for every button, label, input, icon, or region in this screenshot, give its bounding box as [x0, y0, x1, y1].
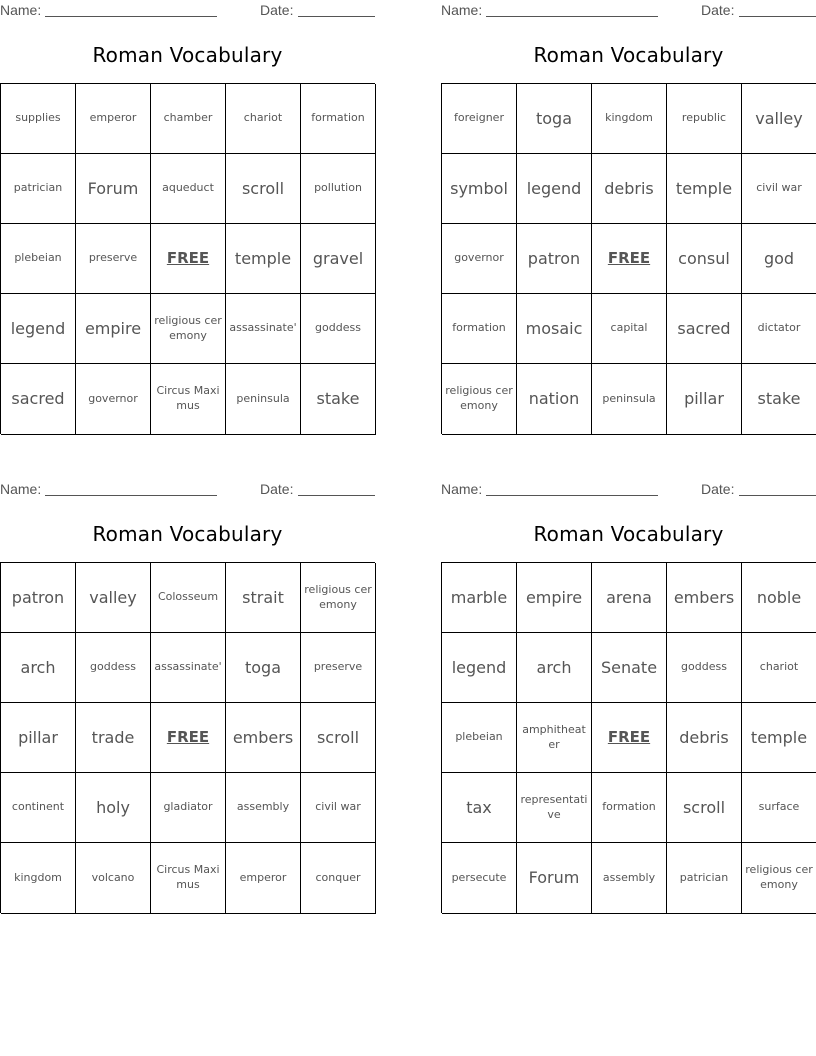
bingo-cell[interactable] — [151, 294, 226, 364]
bingo-cell[interactable] — [517, 703, 592, 773]
name-label: Name: — [441, 2, 483, 18]
bingo-cell[interactable] — [1, 563, 76, 633]
bingo-cell-word: chariot — [243, 111, 283, 125]
bingo-cell[interactable] — [301, 633, 376, 703]
bingo-cell-word: republic — [681, 111, 727, 125]
date-field-line[interactable] — [298, 16, 375, 17]
bingo-cell-word: emperor — [239, 870, 287, 884]
bingo-cell-word: legend — [526, 178, 582, 198]
bingo-cell-word: goddess — [90, 660, 136, 674]
bingo-cell[interactable] — [1, 154, 76, 224]
bingo-cell[interactable] — [592, 773, 667, 843]
bingo-cell[interactable] — [301, 224, 376, 294]
bingo-cell-word: gravel — [312, 248, 364, 268]
bingo-cell[interactable] — [301, 563, 376, 633]
bingo-cell-word: stake — [316, 389, 360, 409]
bingo-cell-word: valley — [89, 587, 137, 607]
bingo-cell[interactable] — [742, 364, 816, 435]
bingo-cell[interactable] — [151, 843, 226, 914]
bingo-cell[interactable] — [667, 364, 742, 435]
bingo-cell[interactable] — [442, 843, 517, 914]
bingo-cell[interactable] — [517, 294, 592, 364]
bingo-cell-word: civil war — [756, 181, 802, 195]
bingo-cell-word: nation — [528, 389, 580, 409]
bingo-cell[interactable] — [592, 633, 667, 703]
bingo-cell[interactable] — [742, 633, 816, 703]
bingo-cell-word: valley — [755, 108, 803, 128]
bingo-cell-word: marble — [450, 587, 508, 607]
bingo-cell[interactable] — [517, 84, 592, 154]
name-field-line[interactable] — [486, 16, 658, 17]
bingo-cell-word: Forum — [87, 178, 139, 198]
card-title: Roman Vocabulary — [533, 522, 724, 546]
name-date-row — [441, 2, 816, 20]
bingo-grid — [0, 562, 375, 913]
bingo-cell-word: debris — [679, 727, 729, 747]
bingo-cell[interactable] — [667, 563, 742, 633]
bingo-cell-word: arch — [20, 657, 56, 677]
bingo-cell[interactable] — [667, 224, 742, 294]
bingo-card-top-right — [441, 0, 816, 440]
bingo-cell-word: scroll — [316, 727, 360, 747]
bingo-cell-word: temple — [675, 178, 733, 198]
bingo-cell-word: goddess — [315, 321, 361, 335]
bingo-cell[interactable] — [742, 84, 816, 154]
bingo-cell[interactable] — [76, 703, 151, 773]
bingo-cell[interactable] — [742, 154, 816, 224]
bingo-cell-word: chariot — [759, 660, 799, 674]
card-title: Roman Vocabulary — [533, 43, 724, 67]
bingo-cell-word: debris — [604, 178, 654, 198]
bingo-cell-word: patron — [11, 587, 65, 607]
free-space-cell[interactable] — [592, 224, 667, 294]
name-field-line[interactable] — [486, 495, 658, 496]
bingo-cell[interactable] — [226, 84, 301, 154]
bingo-cell-word: peninsula — [236, 391, 290, 405]
bingo-cell[interactable] — [76, 843, 151, 914]
bingo-cell-word: legend — [451, 657, 507, 677]
bingo-cell[interactable] — [742, 773, 816, 843]
bingo-cell[interactable] — [151, 563, 226, 633]
bingo-cell-word: mosaic — [525, 318, 583, 338]
bingo-cell[interactable] — [1, 633, 76, 703]
bingo-cell[interactable] — [442, 84, 517, 154]
bingo-cell-word: scroll — [241, 178, 285, 198]
bingo-cell[interactable] — [442, 294, 517, 364]
bingo-cell[interactable] — [517, 224, 592, 294]
bingo-cell[interactable] — [301, 84, 376, 154]
bingo-cell-word: persecute — [451, 870, 507, 884]
bingo-cell-word: kingdom — [14, 870, 62, 884]
bingo-cell[interactable] — [151, 154, 226, 224]
bingo-cell-word: plebeian — [455, 730, 503, 744]
bingo-cell[interactable] — [742, 843, 816, 914]
bingo-cell[interactable] — [1, 843, 76, 914]
bingo-cell[interactable] — [442, 703, 517, 773]
name-label: Name: — [0, 481, 42, 497]
bingo-cell[interactable] — [301, 154, 376, 224]
bingo-cell-word: toga — [535, 108, 573, 128]
name-date-row — [441, 481, 816, 499]
bingo-cell[interactable] — [151, 364, 226, 435]
bingo-cell-word: chamber — [163, 111, 213, 125]
bingo-cell[interactable] — [1, 224, 76, 294]
bingo-cell[interactable] — [517, 773, 592, 843]
bingo-cell-word: plebeian — [14, 251, 62, 265]
bingo-cell[interactable] — [226, 294, 301, 364]
bingo-cell-word: dictator — [757, 321, 801, 335]
bingo-cell-word: scroll — [682, 797, 726, 817]
bingo-cell-word: foreigner — [454, 111, 504, 125]
bingo-cell[interactable] — [742, 294, 816, 364]
bingo-cell-word: volcano — [91, 870, 135, 884]
bingo-cell[interactable] — [1, 703, 76, 773]
bingo-cell[interactable] — [742, 563, 816, 633]
bingo-cell-word: aqueduct — [162, 181, 214, 195]
bingo-cell-word: governor — [88, 391, 138, 405]
bingo-card-top-left — [0, 0, 375, 440]
bingo-cell[interactable] — [301, 703, 376, 773]
bingo-cell[interactable] — [76, 364, 151, 435]
bingo-cell[interactable] — [592, 364, 667, 435]
bingo-cell[interactable] — [667, 843, 742, 914]
bingo-cell[interactable] — [517, 633, 592, 703]
bingo-cell-word: noble — [756, 587, 802, 607]
bingo-cell[interactable] — [226, 773, 301, 843]
bingo-cell-word: Circus Maximus — [156, 863, 220, 891]
bingo-cell-word: goddess — [681, 660, 727, 674]
bingo-cell-word: arena — [606, 587, 652, 607]
bingo-cell-word: formation — [311, 111, 365, 125]
bingo-cell-word: toga — [244, 657, 282, 677]
bingo-cell-word: patrician — [13, 181, 63, 195]
bingo-cell-word: arch — [536, 657, 572, 677]
bingo-cell-word: kingdom — [605, 111, 653, 125]
name-label: Name: — [441, 481, 483, 497]
bingo-cell[interactable] — [226, 154, 301, 224]
free-space-cell[interactable] — [151, 224, 226, 294]
bingo-cell-word: symbol — [450, 178, 508, 198]
bingo-cell-word: legend — [10, 318, 66, 338]
bingo-cell-word: formation — [602, 800, 656, 814]
bingo-cell-word: continent — [11, 800, 65, 814]
bingo-cell[interactable] — [442, 224, 517, 294]
bingo-cell-word: trade — [91, 727, 135, 747]
date-label: Date: — [701, 481, 735, 497]
bingo-cell[interactable] — [226, 843, 301, 914]
name-date-row — [0, 2, 375, 20]
bingo-cell-word: empire — [525, 587, 583, 607]
bingo-cell[interactable] — [76, 224, 151, 294]
bingo-cell-word: Senate — [600, 657, 658, 677]
bingo-cell-word: formation — [452, 321, 506, 335]
name-date-row — [0, 481, 375, 499]
card-title: Roman Vocabulary — [92, 43, 283, 67]
bingo-cell-word: Circus Maximus — [156, 384, 220, 412]
bingo-cell[interactable] — [742, 703, 816, 773]
bingo-cell[interactable] — [442, 773, 517, 843]
bingo-cell[interactable] — [1, 294, 76, 364]
bingo-cell[interactable] — [1, 773, 76, 843]
bingo-cell-word: pillar — [18, 727, 58, 747]
bingo-cell-word: FREE — [166, 728, 210, 747]
bingo-cell-word: amphitheater — [522, 722, 586, 751]
bingo-cell[interactable] — [1, 84, 76, 154]
bingo-cell-word: temple — [234, 248, 292, 268]
bingo-cell[interactable] — [301, 364, 376, 435]
bingo-cell[interactable] — [667, 154, 742, 224]
bingo-cell-word: god — [763, 248, 795, 268]
bingo-cell[interactable] — [667, 633, 742, 703]
bingo-cell-word: sacred — [677, 318, 731, 338]
bingo-cell[interactable] — [442, 633, 517, 703]
bingo-grid — [441, 83, 816, 434]
bingo-cell[interactable] — [667, 773, 742, 843]
bingo-cell[interactable] — [76, 84, 151, 154]
bingo-grid — [0, 83, 375, 434]
date-label: Date: — [260, 2, 294, 18]
bingo-cell[interactable] — [76, 773, 151, 843]
bingo-cell[interactable] — [76, 294, 151, 364]
bingo-cell[interactable] — [301, 773, 376, 843]
bingo-cell[interactable] — [592, 154, 667, 224]
bingo-cell[interactable] — [442, 563, 517, 633]
bingo-cell[interactable] — [226, 563, 301, 633]
bingo-cell-word: religious ceremony — [445, 384, 513, 412]
bingo-cell-word: temple — [750, 727, 808, 747]
name-field-line[interactable] — [45, 16, 217, 17]
free-space-cell[interactable] — [592, 703, 667, 773]
bingo-cell-word: preserve — [88, 251, 138, 265]
bingo-cell[interactable] — [301, 843, 376, 914]
free-space-cell[interactable] — [151, 703, 226, 773]
bingo-cell[interactable] — [226, 633, 301, 703]
bingo-cell[interactable] — [667, 84, 742, 154]
bingo-cell-word: FREE — [166, 249, 210, 268]
bingo-grid — [441, 562, 816, 913]
bingo-cell[interactable] — [151, 633, 226, 703]
bingo-cell-word: consul — [678, 248, 730, 268]
bingo-cell-word: supplies — [15, 111, 61, 125]
bingo-cell-word: preserve — [313, 660, 363, 674]
bingo-cell-word: emperor — [89, 111, 137, 125]
bingo-cell[interactable] — [592, 563, 667, 633]
bingo-cell-word: gladiator — [163, 800, 213, 814]
bingo-cell-word: strait — [242, 587, 284, 607]
bingo-cell-word: patrician — [679, 870, 729, 884]
bingo-cell[interactable] — [151, 84, 226, 154]
bingo-cell[interactable] — [226, 224, 301, 294]
bingo-cell-word: FREE — [607, 728, 651, 747]
date-field-line[interactable] — [739, 495, 816, 496]
bingo-cell[interactable] — [1, 364, 76, 435]
bingo-cell-word: religious ceremony — [745, 863, 813, 891]
bingo-cell-word: FREE — [607, 249, 651, 268]
card-title: Roman Vocabulary — [92, 522, 283, 546]
bingo-cell[interactable] — [76, 633, 151, 703]
date-label: Date: — [701, 2, 735, 18]
bingo-cell[interactable] — [592, 843, 667, 914]
bingo-cell[interactable] — [517, 364, 592, 435]
date-label: Date: — [260, 481, 294, 497]
bingo-cell[interactable] — [442, 154, 517, 224]
bingo-card-bottom-right — [441, 479, 816, 919]
bingo-cell-word: civil war — [315, 800, 361, 814]
bingo-card-bottom-left — [0, 479, 375, 919]
bingo-cell-word: representative — [520, 792, 588, 821]
bingo-cell-word: empire — [84, 318, 142, 338]
bingo-cell-word: conquer — [315, 870, 361, 884]
bingo-cell-word: pollution — [314, 181, 362, 195]
bingo-cell[interactable] — [151, 773, 226, 843]
date-field-line[interactable] — [739, 16, 816, 17]
bingo-cell-word: peninsula — [602, 391, 656, 405]
bingo-cell[interactable] — [226, 703, 301, 773]
bingo-cell-word: assembly — [602, 870, 656, 884]
bingo-cell-word: assembly — [236, 800, 290, 814]
name-field-line[interactable] — [45, 495, 217, 496]
bingo-cell-word: embers — [673, 587, 735, 607]
bingo-cell-word: sacred — [11, 389, 65, 409]
bingo-cell[interactable] — [517, 154, 592, 224]
bingo-cell-word: embers — [232, 727, 294, 747]
bingo-cell-word: religious ceremony — [154, 313, 222, 342]
bingo-cell[interactable] — [517, 563, 592, 633]
bingo-cell-word: capital — [610, 321, 648, 335]
bingo-cell[interactable] — [301, 294, 376, 364]
bingo-cell[interactable] — [76, 154, 151, 224]
bingo-cell-word: assassinate' — [229, 321, 297, 335]
bingo-cell-word: religious ceremony — [304, 582, 372, 611]
bingo-cell[interactable] — [742, 224, 816, 294]
bingo-cell[interactable] — [517, 843, 592, 914]
bingo-cell[interactable] — [226, 364, 301, 435]
bingo-cell[interactable] — [592, 84, 667, 154]
bingo-cell-word: governor — [454, 251, 504, 265]
bingo-cell-word: assassinate' — [154, 660, 222, 674]
bingo-cell-word: holy — [96, 797, 130, 817]
bingo-cell[interactable] — [76, 563, 151, 633]
bingo-cell[interactable] — [442, 364, 517, 435]
name-label: Name: — [0, 2, 42, 18]
bingo-cell-word: stake — [757, 389, 801, 409]
bingo-cell[interactable] — [592, 294, 667, 364]
bingo-cell-word: surface — [758, 800, 800, 814]
bingo-cell-word: patron — [527, 248, 581, 268]
bingo-cell-word: tax — [466, 797, 492, 817]
bingo-cell-word: Forum — [528, 868, 580, 888]
bingo-cell[interactable] — [667, 703, 742, 773]
bingo-cell-word: pillar — [684, 389, 724, 409]
bingo-cell-word: Colosseum — [157, 590, 219, 604]
bingo-cell[interactable] — [667, 294, 742, 364]
date-field-line[interactable] — [298, 495, 375, 496]
